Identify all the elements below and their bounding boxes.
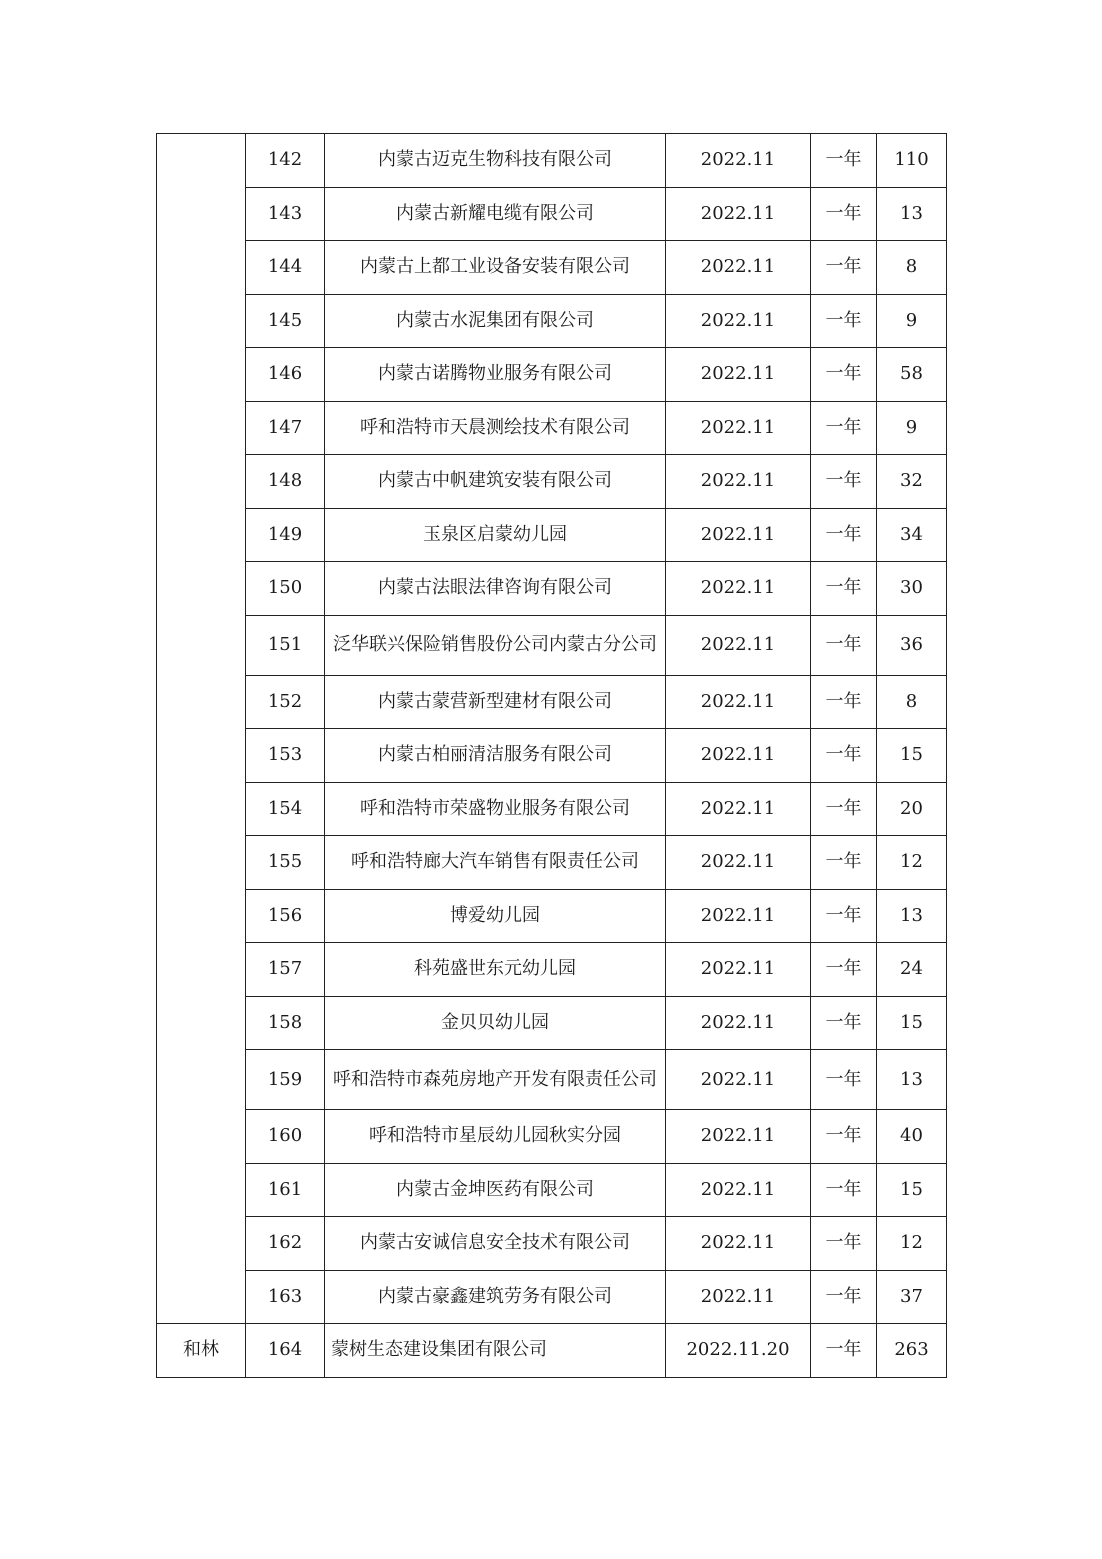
count-cell: 58 — [877, 348, 947, 402]
count-cell: 8 — [877, 241, 947, 295]
count-cell: 36 — [877, 615, 947, 675]
term-cell: 一年 — [811, 187, 877, 241]
row-number-cell: 152 — [246, 675, 325, 729]
table-row — [157, 836, 947, 890]
row-number-cell: 151 — [246, 615, 325, 675]
term-cell: 一年 — [811, 675, 877, 729]
date-cell: 2022.11 — [666, 1110, 811, 1164]
row-number-cell: 160 — [246, 1110, 325, 1164]
date-cell: 2022.11 — [666, 996, 811, 1050]
table-row — [157, 1270, 947, 1324]
date-cell: 2022.11 — [666, 348, 811, 402]
company-name-cell: 博爱幼儿园 — [325, 889, 666, 943]
count-cell: 32 — [877, 455, 947, 509]
date-cell: 2022.11 — [666, 615, 811, 675]
company-name-cell: 呼和浩特市星辰幼儿园秋实分园 — [325, 1110, 666, 1164]
date-cell: 2022.11 — [666, 1217, 811, 1271]
term-cell: 一年 — [811, 401, 877, 455]
row-number-cell: 150 — [246, 562, 325, 616]
row-number-cell: 154 — [246, 782, 325, 836]
term-cell: 一年 — [811, 455, 877, 509]
table-row — [157, 943, 947, 997]
date-cell: 2022.11 — [666, 729, 811, 783]
table-row — [157, 729, 947, 783]
date-cell: 2022.11 — [666, 562, 811, 616]
date-cell: 2022.11 — [666, 836, 811, 890]
table-row — [157, 401, 947, 455]
company-name-cell: 内蒙古柏丽清洁服务有限公司 — [325, 729, 666, 783]
count-cell: 9 — [877, 401, 947, 455]
company-name-cell: 内蒙古水泥集团有限公司 — [325, 294, 666, 348]
term-cell: 一年 — [811, 943, 877, 997]
table-row — [157, 508, 947, 562]
count-cell: 13 — [877, 1050, 947, 1110]
date-cell: 2022.11 — [666, 187, 811, 241]
table-row — [157, 134, 947, 188]
term-cell: 一年 — [811, 1217, 877, 1271]
row-number-cell: 145 — [246, 294, 325, 348]
row-number-cell: 147 — [246, 401, 325, 455]
company-name-cell: 内蒙古新耀电缆有限公司 — [325, 187, 666, 241]
term-cell: 一年 — [811, 889, 877, 943]
term-cell: 一年 — [811, 996, 877, 1050]
count-cell: 20 — [877, 782, 947, 836]
term-cell: 一年 — [811, 1110, 877, 1164]
table-row — [157, 241, 947, 295]
count-cell: 110 — [877, 134, 947, 188]
region-cell — [157, 134, 246, 1324]
count-cell: 13 — [877, 187, 947, 241]
term-cell: 一年 — [811, 729, 877, 783]
date-cell: 2022.11 — [666, 401, 811, 455]
row-number-cell: 153 — [246, 729, 325, 783]
table-body — [157, 134, 947, 1378]
term-cell: 一年 — [811, 134, 877, 188]
date-cell: 2022.11.20 — [666, 1324, 811, 1378]
date-cell: 2022.11 — [666, 889, 811, 943]
count-cell: 9 — [877, 294, 947, 348]
company-name-cell: 内蒙古豪鑫建筑劳务有限公司 — [325, 1270, 666, 1324]
date-cell: 2022.11 — [666, 1163, 811, 1217]
count-cell: 30 — [877, 562, 947, 616]
date-cell: 2022.11 — [666, 943, 811, 997]
company-name-cell: 蒙树生态建设集团有限公司 — [325, 1324, 666, 1378]
row-number-cell: 144 — [246, 241, 325, 295]
term-cell: 一年 — [811, 348, 877, 402]
company-name-cell: 玉泉区启蒙幼儿园 — [325, 508, 666, 562]
region-cell: 和林 — [157, 1324, 246, 1378]
company-name-cell: 内蒙古迈克生物科技有限公司 — [325, 134, 666, 188]
row-number-cell: 149 — [246, 508, 325, 562]
term-cell: 一年 — [811, 241, 877, 295]
table-row — [157, 294, 947, 348]
row-number-cell: 146 — [246, 348, 325, 402]
count-cell: 34 — [877, 508, 947, 562]
term-cell: 一年 — [811, 294, 877, 348]
row-number-cell: 158 — [246, 996, 325, 1050]
table-row — [157, 996, 947, 1050]
term-cell: 一年 — [811, 615, 877, 675]
count-cell: 37 — [877, 1270, 947, 1324]
company-name-cell: 呼和浩特市森苑房地产开发有限责任公司 — [325, 1050, 666, 1110]
count-cell: 13 — [877, 889, 947, 943]
table-row — [157, 1324, 947, 1378]
row-number-cell: 156 — [246, 889, 325, 943]
count-cell: 8 — [877, 675, 947, 729]
company-name-cell: 呼和浩特廊大汽车销售有限责任公司 — [325, 836, 666, 890]
count-cell: 40 — [877, 1110, 947, 1164]
row-number-cell: 148 — [246, 455, 325, 509]
table-row — [157, 615, 947, 675]
company-name-cell: 内蒙古金坤医药有限公司 — [325, 1163, 666, 1217]
table-row — [157, 675, 947, 729]
date-cell: 2022.11 — [666, 675, 811, 729]
term-cell: 一年 — [811, 1163, 877, 1217]
term-cell: 一年 — [811, 836, 877, 890]
row-number-cell: 162 — [246, 1217, 325, 1271]
term-cell: 一年 — [811, 1270, 877, 1324]
row-number-cell: 157 — [246, 943, 325, 997]
term-cell: 一年 — [811, 1050, 877, 1110]
term-cell: 一年 — [811, 508, 877, 562]
row-number-cell: 163 — [246, 1270, 325, 1324]
company-name-cell: 内蒙古上都工业设备安装有限公司 — [325, 241, 666, 295]
count-cell: 24 — [877, 943, 947, 997]
row-number-cell: 142 — [246, 134, 325, 188]
count-cell: 15 — [877, 1163, 947, 1217]
date-cell: 2022.11 — [666, 294, 811, 348]
company-name-cell: 呼和浩特市天晨测绘技术有限公司 — [325, 401, 666, 455]
term-cell: 一年 — [811, 562, 877, 616]
date-cell: 2022.11 — [666, 134, 811, 188]
table-row — [157, 1050, 947, 1110]
company-name-cell: 内蒙古安诚信息安全技术有限公司 — [325, 1217, 666, 1271]
row-number-cell: 143 — [246, 187, 325, 241]
company-name-cell: 泛华联兴保险销售股份公司内蒙古分公司 — [325, 615, 666, 675]
count-cell: 263 — [877, 1324, 947, 1378]
date-cell: 2022.11 — [666, 455, 811, 509]
table-row — [157, 782, 947, 836]
count-cell: 15 — [877, 729, 947, 783]
company-name-cell: 内蒙古诺腾物业服务有限公司 — [325, 348, 666, 402]
company-name-cell: 金贝贝幼儿园 — [325, 996, 666, 1050]
table-row — [157, 1217, 947, 1271]
company-name-cell: 科苑盛世东元幼儿园 — [325, 943, 666, 997]
table-row — [157, 455, 947, 509]
term-cell: 一年 — [811, 782, 877, 836]
enterprise-table — [156, 133, 947, 1378]
row-number-cell: 159 — [246, 1050, 325, 1110]
table-row — [157, 348, 947, 402]
count-cell: 15 — [877, 996, 947, 1050]
row-number-cell: 161 — [246, 1163, 325, 1217]
company-name-cell: 内蒙古中帆建筑安装有限公司 — [325, 455, 666, 509]
company-name-cell: 内蒙古蒙营新型建材有限公司 — [325, 675, 666, 729]
date-cell: 2022.11 — [666, 508, 811, 562]
count-cell: 12 — [877, 836, 947, 890]
term-cell: 一年 — [811, 1324, 877, 1378]
table-row — [157, 1110, 947, 1164]
company-name-cell: 呼和浩特市荣盛物业服务有限公司 — [325, 782, 666, 836]
date-cell: 2022.11 — [666, 1270, 811, 1324]
table-row — [157, 889, 947, 943]
table-row — [157, 1163, 947, 1217]
date-cell: 2022.11 — [666, 782, 811, 836]
row-number-cell: 164 — [246, 1324, 325, 1378]
date-cell: 2022.11 — [666, 241, 811, 295]
table-row — [157, 187, 947, 241]
count-cell: 12 — [877, 1217, 947, 1271]
table-row — [157, 562, 947, 616]
date-cell: 2022.11 — [666, 1050, 811, 1110]
row-number-cell: 155 — [246, 836, 325, 890]
company-name-cell: 内蒙古法眼法律咨询有限公司 — [325, 562, 666, 616]
